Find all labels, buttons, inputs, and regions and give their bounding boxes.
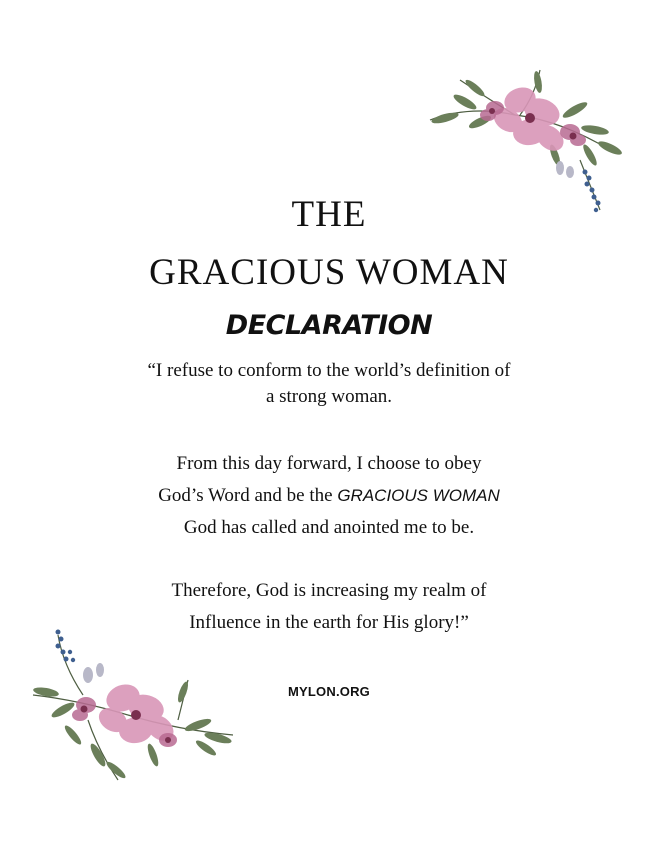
paragraph-1-line-1: “I refuse to conform to the world’s definition of <box>147 360 511 381</box>
title-declaration: DECLARATION <box>225 310 433 341</box>
paragraph-2-line-1: From this day forward, I choose to obey <box>176 453 482 474</box>
title-the: THE <box>291 194 367 235</box>
declaration-paragraph-1 <box>0 358 658 410</box>
title-gracious-woman: GRACIOUS WOMAN <box>149 252 509 293</box>
paragraph-2-line-2 <box>0 480 658 512</box>
paragraph-2-line-3: God has called and anointed me to be. <box>183 517 475 538</box>
paragraph-3-line-1: Therefore, God is increasing my realm of <box>171 580 487 601</box>
paragraph-1-line-2: a strong woman. <box>265 386 393 407</box>
gracious-woman-emphasis: GRACIOUS WOMAN <box>337 486 500 505</box>
bottom-floral-icon <box>28 620 243 790</box>
website-label: MYLON.ORG <box>288 684 370 699</box>
paragraph-2-line-2-text: God’s Word and be the <box>158 485 338 506</box>
declaration-paragraph-2 <box>0 448 658 544</box>
paragraph-3-line-2: Influence in the earth for His glory!” <box>189 612 469 633</box>
